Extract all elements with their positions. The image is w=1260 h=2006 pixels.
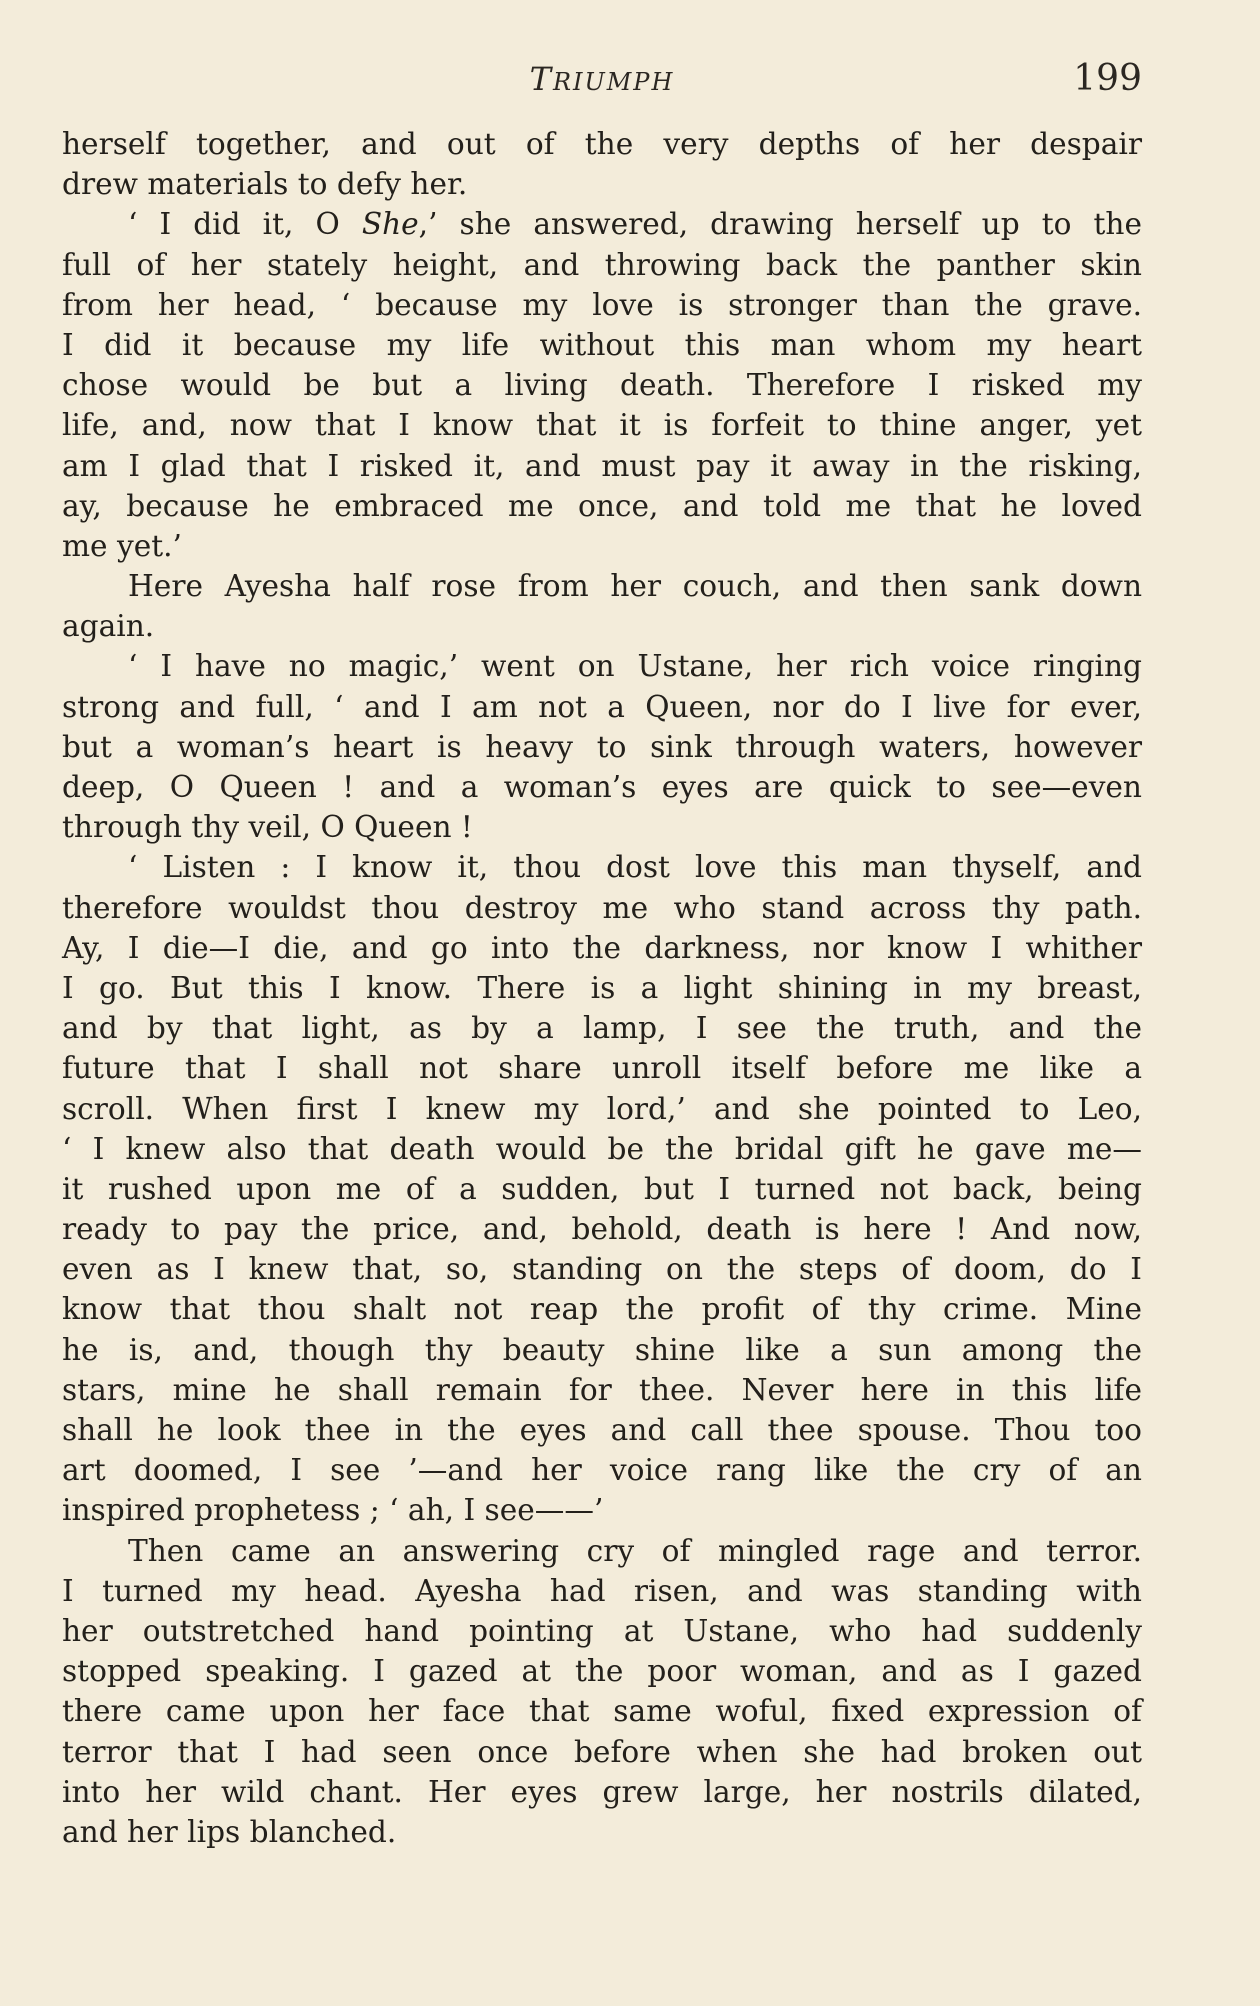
text-line: am I glad that I risked it, and must pay it away in the risking, — [62, 448, 1142, 483]
text-line: her outstretched hand pointing at Ustane, who had suddenly — [62, 1613, 1142, 1648]
body-text — [62, 124, 1142, 1852]
text-line: and by that light, as by a lamp, I see the truth, and the — [62, 1011, 1142, 1046]
text-line: from her head, ‘ because my love is stronger than the grave. — [62, 287, 1142, 322]
text-line: chose would be but a living death. Therefore I risked my — [62, 368, 1142, 403]
text-line: terror that I had seen once before when she had broken out — [62, 1734, 1142, 1769]
text-line: Ay, I die—I die, and go into the darkness, nor know I whither — [62, 930, 1142, 965]
text-line: me yet.’ — [62, 528, 182, 563]
text-line: art doomed, I see ’—and her voice rang like the cry of an — [62, 1453, 1142, 1488]
text-line: future that I shall not share unroll itself before me like a — [62, 1051, 1142, 1086]
text-line: stopped speaking. I gazed at the poor woman, and as I gazed — [62, 1654, 1142, 1689]
text-line: strong and full, ‘ and I am not a Queen, nor do I live for ever, — [62, 689, 1142, 724]
text-line: Here Ayesha half rose from her couch, and then sank down — [128, 569, 1142, 604]
text-line: therefore wouldst thou destroy me who stand across thy path. — [62, 890, 1142, 925]
text-line: again. — [62, 609, 155, 644]
text-line: ‘ Listen : I know it, thou dost love this man thyself, and — [128, 850, 1142, 885]
page-number: 199 — [1073, 58, 1142, 99]
text-line: through thy veil, O Queen ! — [62, 810, 473, 845]
text-line: ‘ I knew also that death would be the bridal gift he gave me— — [62, 1131, 1142, 1166]
text-line: even as I knew that, so, standing on the steps of doom, do I — [62, 1252, 1142, 1287]
text-line: but a woman’s heart is heavy to sink through waters, however — [62, 729, 1142, 764]
text-line: I turned my head. Ayesha had risen, and was standing with — [62, 1573, 1142, 1608]
text-line: inspired prophetess ; ‘ ah, I see——’ — [62, 1493, 604, 1528]
text-line: Then came an answering cry of mingled rage and terror. — [128, 1533, 1142, 1568]
text-line: it rushed upon me of a sudden, but I turned not back, being — [62, 1171, 1142, 1206]
text-line: full of her stately height, and throwing back the panther skin — [62, 247, 1142, 282]
text-line: ‘ I did it, O She,’ she answered, drawing herself up to the — [128, 207, 1142, 242]
text-line: he is, and, though thy beauty shine like a sun among the — [62, 1332, 1142, 1367]
text-line: I did it because my life without this man whom my heart — [62, 327, 1142, 362]
text-line: ready to pay the price, and, behold, death is here ! And now, — [62, 1212, 1142, 1247]
text-line: drew materials to defy her. — [62, 167, 468, 202]
text-line: deep, O Queen ! and a woman’s eyes are quick to see—even — [62, 770, 1142, 804]
text-line: into her wild chant. Her eyes grew large, her nostrils dilated, — [62, 1774, 1142, 1809]
running-head — [62, 56, 1142, 112]
text-line: scroll. When first I knew my lord,’ and she pointed to Leo, — [62, 1091, 1142, 1126]
text-line: ‘ I have no magic,’ went on Ustane, her rich voice ringing — [128, 649, 1142, 684]
text-line: life, and, now that I know that it is forfeit to thine anger, yet — [62, 408, 1142, 443]
text-line: and her lips blanched. — [62, 1814, 397, 1849]
text-line: know that thou shalt not reap the profit of thy crime. Mine — [62, 1292, 1142, 1327]
text-line: herself together, and out of the very depths of her despair — [62, 127, 1142, 161]
text-line: shall he look thee in the eyes and call thee spouse. Thou too — [62, 1413, 1142, 1447]
text-line: there came upon her face that same woful, fixed expression of — [62, 1694, 1142, 1729]
running-title: TRIUMPH — [529, 60, 675, 98]
text-line: stars, mine he shall remain for thee. Never here in this life — [62, 1372, 1142, 1407]
text-line: I go. But this I know. There is a light shining in my breast, — [62, 970, 1142, 1005]
text-line: ay, because he embraced me once, and told me that he loved — [62, 488, 1142, 523]
